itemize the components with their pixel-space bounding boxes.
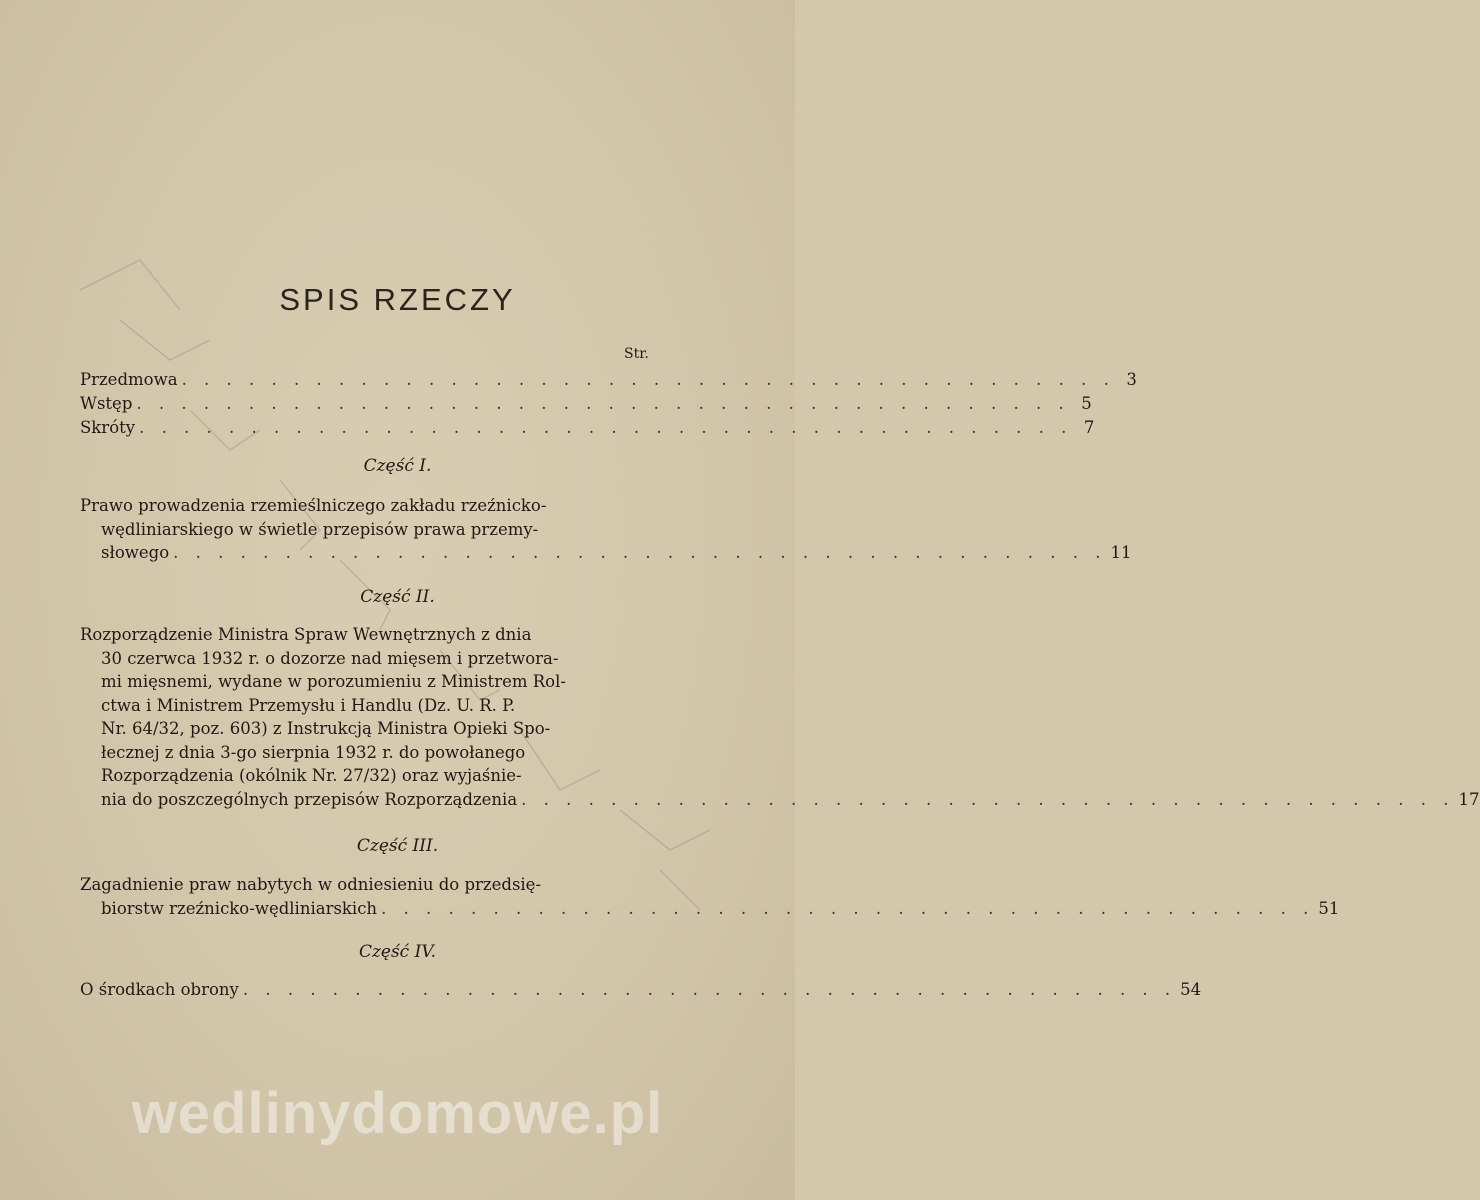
toc-entry-page: 11 bbox=[1110, 543, 1132, 562]
part-heading-1: Część I. bbox=[363, 456, 432, 476]
dot-leader: . . . . . . . . . . . . . . . . . . . . . . . . . . . . . . . . . . . . . . . . . . bbox=[136, 394, 1070, 413]
entry-line: biorstw rzeźnicko-wędliniarskich bbox=[101, 898, 378, 918]
entry-line: łecznej z dnia 3-go sierpnia 1932 r. do powołanego bbox=[101, 742, 526, 762]
page-column-label: Str. bbox=[624, 346, 649, 362]
toc-entry-label: Wstęp bbox=[80, 394, 133, 413]
entry-last-line bbox=[80, 541, 1132, 565]
entry-line: mi mięsnemi, wydane w porozumieniu z Ministrem Rol- bbox=[101, 672, 566, 691]
toc-entry-page: 54 bbox=[1180, 980, 1202, 999]
toc-entry-part-1[interactable] bbox=[80, 494, 1132, 565]
dot-leader: . . . . . . . . . . . . . . . . . . . . . . . . . . . . . . . . . . . . . . . . . . bbox=[173, 543, 1107, 562]
toc-entry-skroty[interactable] bbox=[80, 416, 1095, 440]
front-matter-list bbox=[80, 368, 1137, 440]
dot-leader: . . . . . . . . . . . . . . . . . . . . . . . . . . . . . . . . . . . . . . . . . . bbox=[521, 789, 1455, 809]
entry-line: nia do poszczególnych przepisów Rozporządzenia bbox=[101, 789, 518, 809]
part-heading-3: Część III. bbox=[356, 836, 439, 856]
entry-line: Prawo prowadzenia rzemieślniczego zakładu rzeźnicko- bbox=[80, 496, 547, 515]
toc-entry-label: Skróty bbox=[80, 418, 136, 437]
toc-entry-page: 17 bbox=[1458, 789, 1480, 809]
toc-entry-part-4[interactable] bbox=[80, 978, 1202, 1002]
entry-line: ctwa i Ministrem Przemysłu i Handlu (Dz. U. R. P. bbox=[101, 695, 516, 715]
toc-entry-wstep[interactable] bbox=[80, 392, 1092, 416]
entry-line: Nr. 64/32, poz. 603) z Instrukcją Ministra Opieki Spo- bbox=[101, 719, 551, 738]
toc-entry-part-3[interactable] bbox=[80, 873, 1340, 920]
entry-line: Rozporządzenie Ministra Spraw Wewnętrznych z dnia bbox=[80, 625, 532, 644]
toc-entry-part-2[interactable] bbox=[80, 623, 1480, 811]
entry-line: Rozporządzenia (okólnik Nr. 27/32) oraz wyjaśnie- bbox=[101, 766, 522, 785]
toc-entry-label: Przedmowa bbox=[80, 370, 178, 389]
entry-line: 30 czerwca 1932 r. o dozorze nad mięsem i przetwora- bbox=[101, 648, 559, 668]
entry-line: Zagadnienie praw nabytych w odniesieniu do przedsię- bbox=[80, 875, 542, 894]
faint-watermark-stamp-icon bbox=[60, 230, 760, 930]
toc-entry-page: 5 bbox=[1081, 394, 1092, 413]
toc-entry-page: 51 bbox=[1318, 898, 1340, 918]
page-title: SPIS RZECZY bbox=[279, 282, 516, 317]
dot-leader: . . . . . . . . . . . . . . . . . . . . . . . . . . . . . . . . . . . . . . . . . . bbox=[381, 898, 1315, 918]
entry-line: słowego bbox=[101, 543, 170, 562]
site-watermark: wedlinydomowe.pl bbox=[131, 1081, 664, 1146]
entry-last-line bbox=[80, 897, 1340, 921]
part-heading-2: Część II. bbox=[360, 587, 435, 607]
dot-leader: . . . . . . . . . . . . . . . . . . . . . . . . . . . . . . . . . . . . . . . . . . bbox=[181, 370, 1115, 389]
toc-entry-page: 7 bbox=[1083, 418, 1095, 437]
part-heading-4: Część IV. bbox=[358, 942, 437, 962]
entry-last-line bbox=[80, 978, 1202, 1002]
toc-entry-przedmowa[interactable] bbox=[80, 368, 1137, 392]
entry-last-line bbox=[80, 788, 1480, 812]
dot-leader: . . . . . . . . . . . . . . . . . . . . . . . . . . . . . . . . . . . . . . . . . . bbox=[242, 980, 1177, 999]
dot-leader: . . . . . . . . . . . . . . . . . . . . . . . . . . . . . . . . . . . . . . . . . . bbox=[139, 418, 1073, 437]
toc-entry-page: 3 bbox=[1126, 370, 1137, 389]
entry-line: wędliniarskiego w świetle przepisów prawa przemy- bbox=[101, 519, 539, 539]
entry-line: O środkach obrony bbox=[80, 980, 239, 999]
